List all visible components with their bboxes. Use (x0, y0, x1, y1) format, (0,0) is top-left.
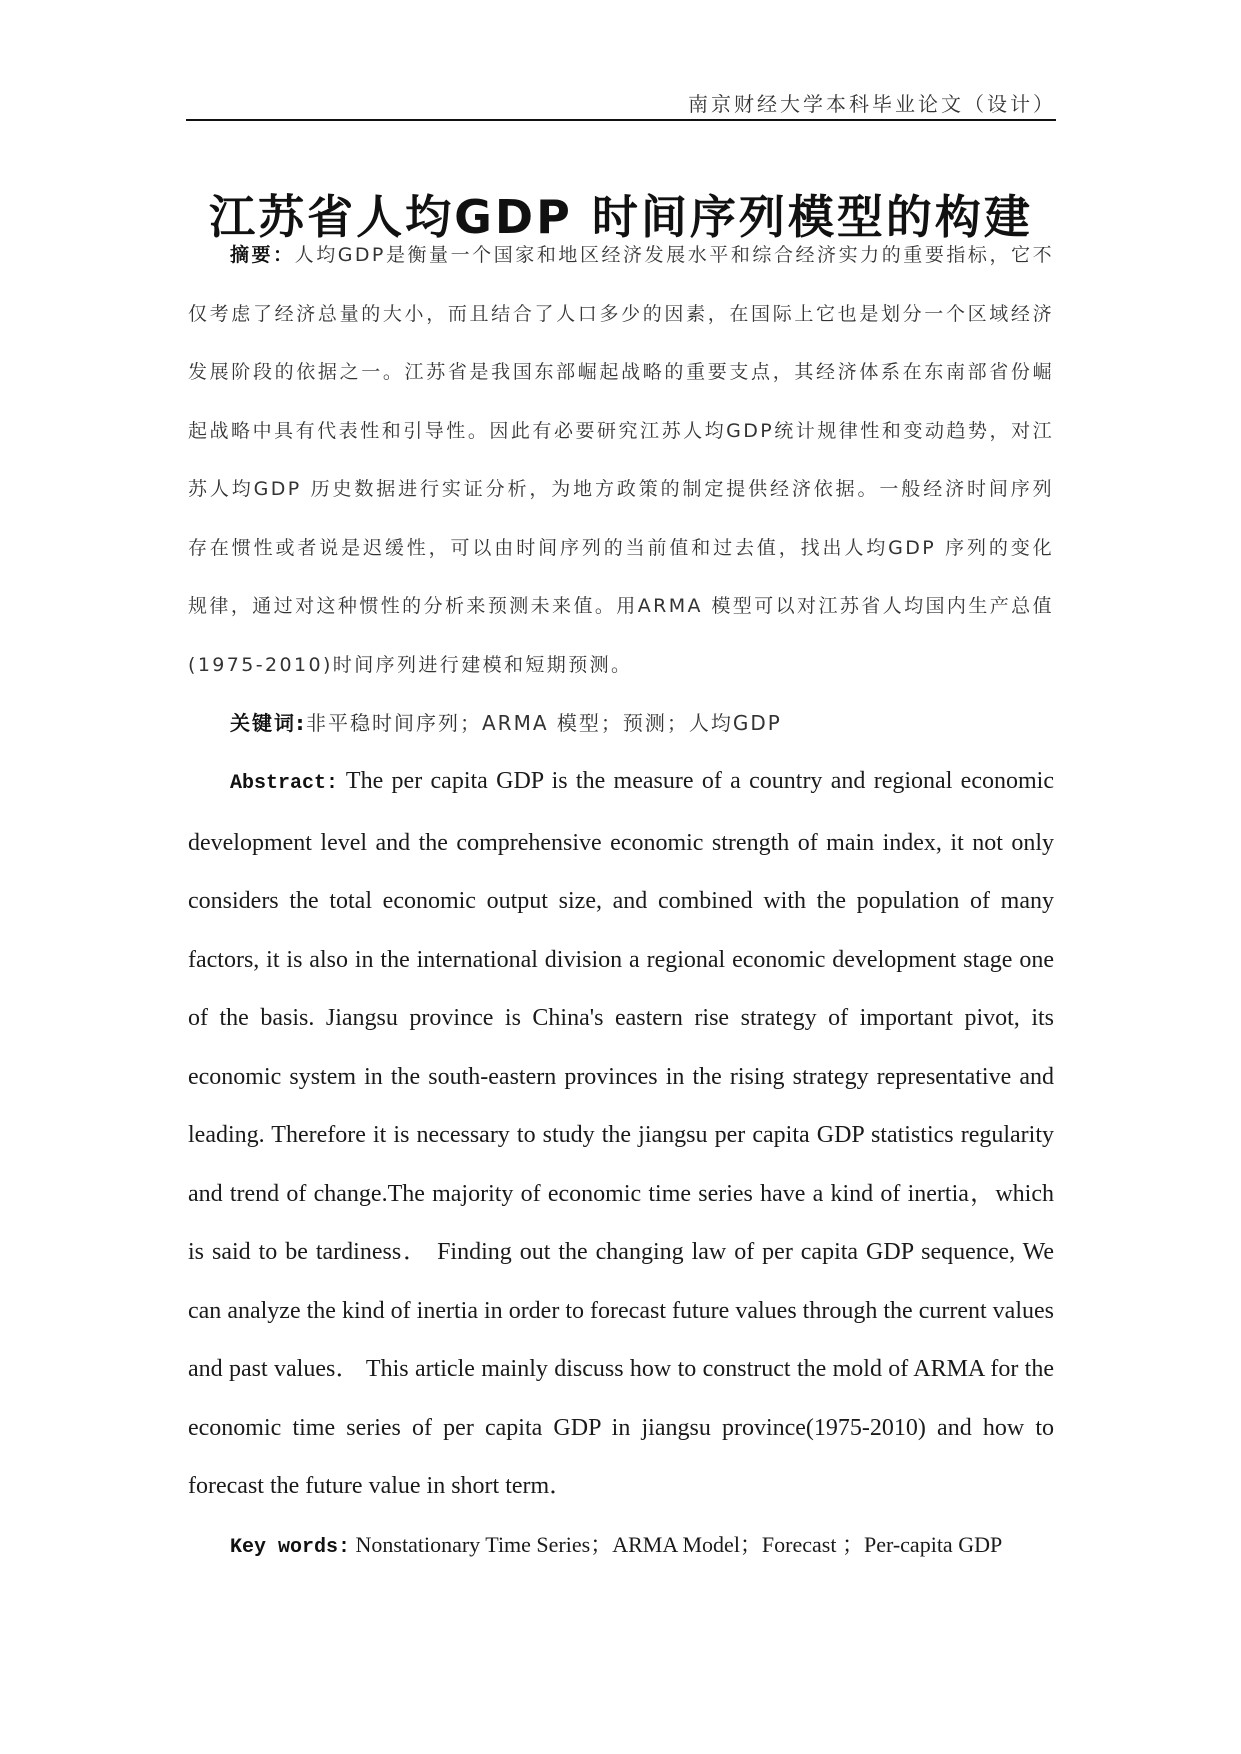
abstract-en-label: Abstract: (230, 772, 339, 795)
keywords-zh (188, 694, 1054, 752)
content-body (188, 226, 1054, 1577)
abstract-zh (188, 226, 1054, 694)
keywords-en-label: Key words: (230, 1535, 351, 1559)
running-header: 南京财经大学本科毕业论文（设计） (688, 92, 1056, 116)
paper-title: 江苏省人均GDP 时间序列模型的构建 (209, 189, 1033, 244)
abstract-en (188, 752, 1054, 1516)
keywords-zh-text: 非平稳时间序列；ARMA 模型；预测；人均GDP (306, 711, 782, 735)
abstract-zh-text: 人均GDP是衡量一个国家和地区经济发展水平和综合经济实力的重要指标，它不仅考虑了经济总量的大小，而且结合了人口多少的因素，在国际上它也是划分一个区域经济发展阶段的依据之一。江苏省是我国东部崛起战略的重要支点，其经济体系在东南部省份崛起战略中具有代表性和引导性。因此有必要研究江苏人均GDP统计规律性和变动趋势，对江苏人均GDP 历史数据进行实证分析，为地方政策的制定提供经济依据。一般经济时间序列存在惯性或者说是迟缓性，可以由时间序列的当前值和过去值，找出人均GDP 序列的变化规律，通过对这种惯性的分析来预测未来值。用ARMA 模型可以对江苏省人均国内生产总值(1975-2010)时间序列进行建模和短期预测。 (188, 244, 1054, 676)
header-rule (186, 119, 1056, 121)
keywords-zh-label: 关键词: (230, 711, 306, 735)
keywords-en (188, 1516, 1054, 1577)
abstract-en-text: The per capita GDP is the measure of a country and regional economic development level and the comprehensive economic strength of main index, it not only considers the total economic output size, and combined with the population of many factors, it is also in the international division a regional economic development stage one of the basis. Jiangsu province is China's eastern rise strategy of important pivot, its economic system in the south-eastern provinces in the rising strategy representative and leading. Therefore it is necessary to study the jiangsu per capita GDP statistics regularity and trend of change.The majority of economic time series have a kind of inertia，which is said to be tardiness． Finding out the changing law of per capita GDP sequence, We can analyze the kind of inertia in order to forecast future values through the current values and past values． This article mainly discuss how to construct the mold of ARMA for the economic time series of per capita GDP in jiangsu province(1975-2010) and how to forecast the future value in short term． (188, 768, 1054, 1499)
keywords-en-text: Nonstationary Time Series；ARMA Model；Forecast ；Per-capita GDP (355, 1531, 1003, 1557)
abstract-zh-label: 摘要： (230, 244, 295, 266)
